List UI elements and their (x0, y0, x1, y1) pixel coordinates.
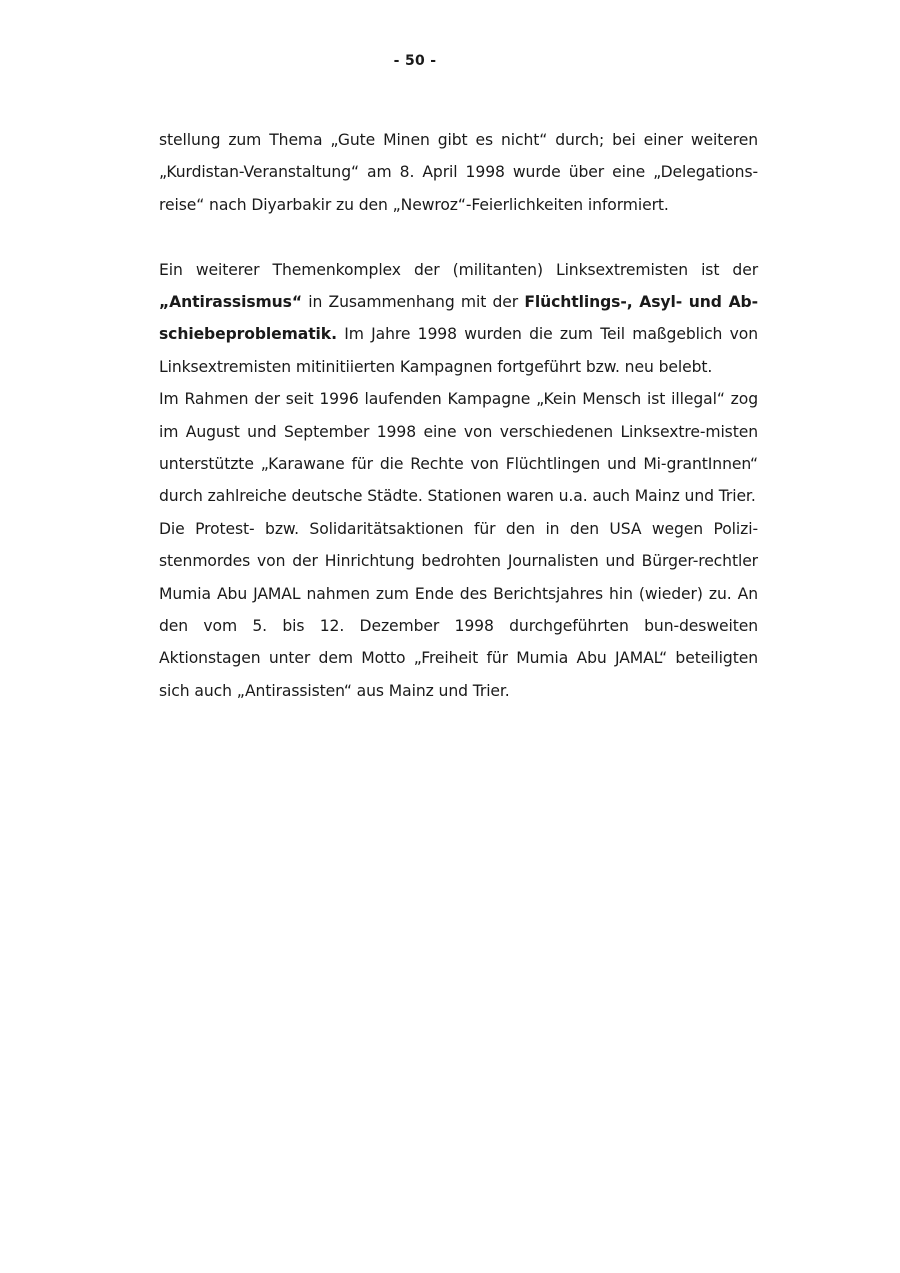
paragraph-antirassismus (159, 254, 758, 384)
paragraph-solidaritaet: Die Protest- bzw. Solidaritätsaktionen für den in den USA wegen Polizi-stenmordes von der Hinrichtung bedrohten Journalisten und Bürger-rechtler Mumia Abu JAMAL nahmen zum Ende des Berichtsjahres hin (wieder) zu. An den vom 5. bis 12. Dezember 1998 durchgeführten bun-desweiten Aktionstagen unter dem Motto „Freiheit für Mumia Abu JAMAL“ beteiligten sich auch „Antirassisten“ aus Mainz und Trier. (159, 519, 758, 700)
paragraph-kampagne: Im Rahmen der seit 1996 laufenden Kampagne „Kein Mensch ist illegal“ zog im August und September 1998 eine von verschiedenen Linksextre-misten unterstützte „Karawane für die Rechte von Flüchtlingen und Mi-grantInnen“ durch zahlreiche deutsche Städte. Stationen waren u.a. auch Mainz und Trier. (159, 390, 758, 506)
text-segment: Ein weiterer Themenkomplex der (militanten) Linksextremisten ist der (159, 260, 758, 279)
text-segment: Im Jahre 1998 wurden die zum Teil maßgeblich von Linksextremisten mitinitiierten Kampagnen fortgeführt bzw. neu belebt. (159, 325, 758, 376)
page-number: - 50 - (393, 53, 437, 69)
document-body (159, 124, 758, 707)
text-segment: in Zusammenhang mit der (302, 293, 525, 312)
paragraph-continuation: stellung zum Thema „Gute Minen gibt es nicht“ durch; bei einer weiteren „Kurdistan-Veranstaltung“ am 8. April 1998 wurde über eine „Delegations-reise“ nach Diyarbakir zu den „Newroz“-Feierlichkeiten informiert. (159, 131, 758, 214)
bold-term-antirassismus: „Antirassismus“ (159, 293, 303, 312)
bold-term-fluechtlinge: Flüchtlings-, Asyl- und Ab-schiebeproblematik. (159, 293, 758, 344)
